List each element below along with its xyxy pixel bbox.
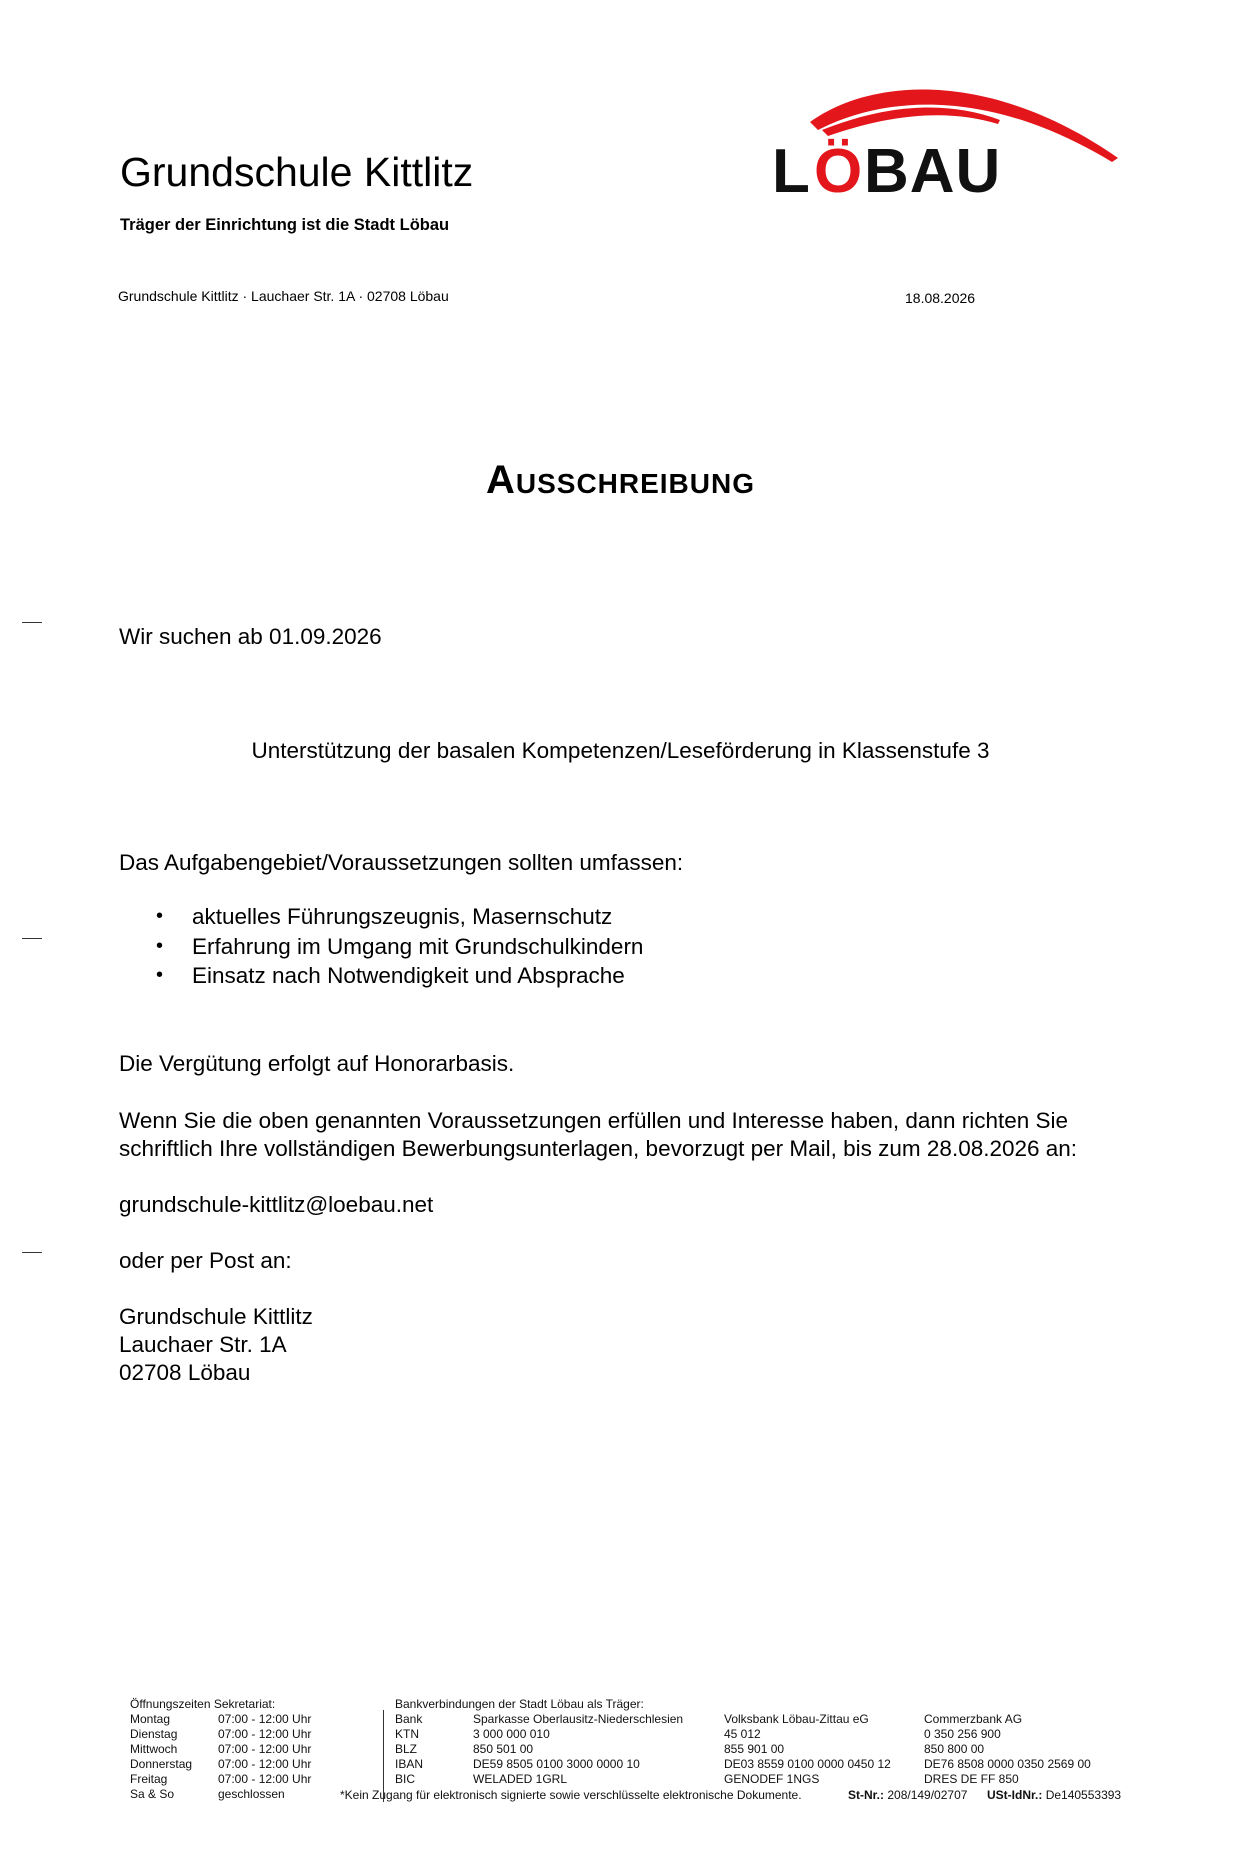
hours-time: 07:00 - 12:00 Uhr [218, 1772, 312, 1786]
tax-number-value: 208/149/02707 [887, 1788, 968, 1802]
bank-value: 45 012 [724, 1727, 761, 1741]
tax-number-label: St-Nr.: [848, 1788, 884, 1802]
fold-mark [22, 1252, 42, 1253]
payment-text: Die Vergütung erfolgt auf Honorarbasis. [119, 1051, 515, 1076]
bank-label: BLZ [395, 1742, 418, 1756]
svg-text:L: L [772, 137, 811, 202]
hours-times [218, 1712, 311, 1802]
sender-address-line: Grundschule Kittlitz · Lauchaer Str. 1A · 02708 Löbau [118, 288, 449, 304]
loebau-logo-graphic [762, 82, 1122, 202]
school-name: Grundschule Kittlitz [120, 149, 474, 195]
hours-day: Donnerstag [130, 1757, 193, 1771]
bank-value: WELADED 1GRL [473, 1772, 568, 1786]
bank-value: 850 800 00 [924, 1742, 985, 1756]
hours-days [130, 1712, 192, 1802]
hours-day: Montag [130, 1712, 171, 1726]
bank-label: IBAN [395, 1757, 424, 1771]
carrier-line: Träger der Einrichtung ist die Stadt Löbau [120, 216, 450, 234]
position-title: Unterstützung der basalen Kompetenzen/Leseförderung in Klassenstufe 3 [251, 738, 990, 763]
hours-time: 07:00 - 12:00 Uhr [218, 1712, 312, 1726]
address-line: Grundschule Kittlitz [119, 1304, 313, 1329]
apply-text-line-1: Wenn Sie die oben genannten Voraussetzungen erfüllen und Interesse haben, dann richten Sie [119, 1108, 1069, 1133]
svg-text:BAU: BAU [864, 137, 1002, 202]
hours-time: geschlossen [218, 1787, 285, 1801]
vat-id-value: De140553393 [1045, 1788, 1122, 1802]
bank-value: Sparkasse Oberlausitz-Niederschlesien [473, 1712, 684, 1726]
letter-date: 18.08.2026 [905, 290, 976, 306]
requirements-heading: Das Aufgabengebiet/Voraussetzungen sollten umfassen: [119, 850, 684, 875]
loebau-logo [762, 82, 1122, 202]
bank-value: Volksbank Löbau-Zittau eG [724, 1712, 869, 1726]
bank-value: DE03 8559 0100 0000 0450 12 [724, 1757, 891, 1771]
hours-time: 07:00 - 12:00 Uhr [218, 1727, 312, 1741]
address-line: Lauchaer Str. 1A [119, 1332, 287, 1357]
bank-label: BIC [395, 1772, 416, 1786]
bank-labels [395, 1712, 423, 1787]
address-line: 02708 Löbau [119, 1360, 251, 1385]
bank-label: Bank [395, 1712, 423, 1726]
bank-value: 850 501 00 [473, 1742, 534, 1756]
intro-text: Wir suchen ab 01.09.2026 [119, 624, 382, 649]
bank-value: 3 000 000 010 [473, 1727, 550, 1741]
hours-heading: Öffnungszeiten Sekretariat: [130, 1697, 276, 1711]
bank-value: GENODEF 1NGS [724, 1772, 820, 1786]
footer-note: *Kein Zugang für elektronisch signierte sowie verschlüsselte elektronische Dokumente. [340, 1788, 802, 1802]
email-address[interactable]: grundschule-kittlitz@loebau.net [119, 1192, 434, 1217]
fold-mark [22, 938, 42, 939]
bank-column-volksbank [724, 1712, 891, 1787]
hours-day: Sa & So [130, 1787, 175, 1801]
bank-heading: Bankverbindungen der Stadt Löbau als Träger: [395, 1697, 644, 1711]
bank-value: DE59 8505 0100 3000 0000 10 [473, 1757, 640, 1771]
svg-text:Ö: Ö [814, 137, 863, 202]
bank-column-commerzbank [924, 1712, 1091, 1787]
bank-value: Commerzbank AG [924, 1712, 1023, 1726]
requirements-list [148, 902, 643, 991]
hours-day: Mittwoch [130, 1742, 178, 1756]
document-title: Ausschreibung [485, 458, 756, 502]
bank-value: 0 350 256 900 [924, 1727, 1001, 1741]
bank-label: KTN [395, 1727, 419, 1741]
bank-value: DE76 8508 0000 0350 2569 00 [924, 1757, 1091, 1771]
bank-value: 855 901 00 [724, 1742, 785, 1756]
hours-day: Freitag [130, 1772, 168, 1786]
bank-value: DRES DE FF 850 [924, 1772, 1019, 1786]
hours-day: Dienstag [130, 1727, 178, 1741]
list-item: • aktuelles Führungszeugnis, Masernschutz [148, 902, 643, 932]
hours-time: 07:00 - 12:00 Uhr [218, 1757, 312, 1771]
bank-column-sparkasse [473, 1712, 683, 1787]
fold-mark [22, 622, 42, 623]
hours-time: 07:00 - 12:00 Uhr [218, 1742, 312, 1756]
vat-id-label: USt-IdNr.: [987, 1788, 1043, 1802]
apply-text-line-2: schriftlich Ihre vollständigen Bewerbungsunterlagen, bevorzugt per Mail, bis zum 28.08.2026 an: [119, 1136, 1078, 1161]
list-item: • Erfahrung im Umgang mit Grundschulkindern [148, 932, 643, 962]
tax-number [848, 1788, 967, 1803]
list-item: • Einsatz nach Notwendigkeit und Absprache [148, 961, 643, 991]
vat-id [987, 1788, 1121, 1803]
post-intro: oder per Post an: [119, 1248, 292, 1273]
